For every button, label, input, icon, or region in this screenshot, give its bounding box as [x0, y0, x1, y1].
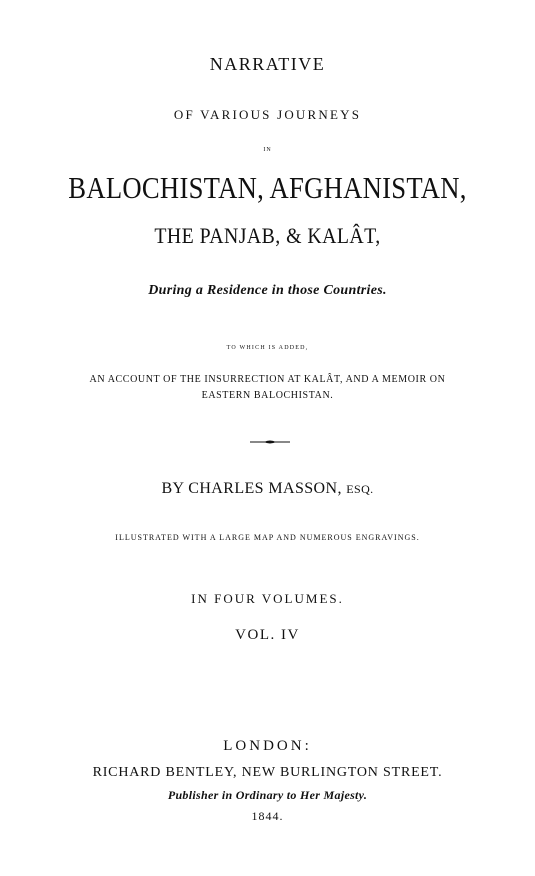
main-title: BALOCHISTAN, AFGHANISTAN,: [68, 170, 467, 205]
author-suffix: ESQ.: [346, 482, 374, 496]
illustrated-line: ILLUSTRATED WITH A LARGE MAP AND NUMEROUS ENGRAVINGS.: [115, 533, 420, 542]
year-line: 1844.: [251, 809, 284, 823]
ornamental-divider: [250, 439, 290, 445]
account-line-2: EASTERN BALOCHISTAN.: [201, 390, 334, 401]
various-journeys-line: OF VARIOUS JOURNEYS: [173, 107, 362, 122]
four-volumes-line: IN FOUR VOLUMES.: [191, 591, 344, 606]
publisher-line: RICHARD BENTLEY, NEW BURLINGTON STREET.: [92, 765, 443, 780]
city-line: LONDON:: [223, 738, 312, 754]
publisher-role-line: Publisher in Ordinary to Her Majesty.: [167, 788, 368, 802]
in-line: IN: [263, 147, 272, 153]
account-line-1: AN ACCOUNT OF THE INSURRECTION AT KALÂT, AND A MEMOIR ON: [89, 374, 446, 385]
to-which-added-line: TO WHICH IS ADDED,: [226, 345, 309, 351]
author-line: [0, 481, 535, 497]
narrative-heading: NARRATIVE: [209, 54, 326, 74]
residence-subtitle: During a Residence in those Countries.: [148, 283, 387, 298]
second-title: THE PANJAB, & KALÂT,: [154, 223, 381, 248]
author-name: BY CHARLES MASSON,: [161, 480, 342, 497]
volume-number: VOL. IV: [235, 627, 300, 643]
